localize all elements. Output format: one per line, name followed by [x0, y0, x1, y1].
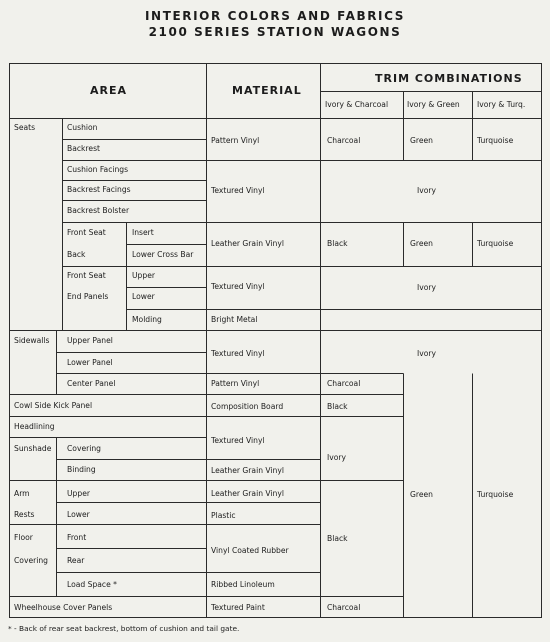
material-pattern-vinyl: Pattern Vinyl: [211, 379, 260, 388]
area-headlining: Headlining: [14, 422, 55, 431]
material-textured-vinyl: Textured Vinyl: [211, 436, 265, 445]
area-backrest: Backrest: [67, 144, 100, 153]
trim-charcoal: Charcoal: [327, 379, 361, 388]
area-lower-panel: Lower Panel: [67, 358, 113, 367]
area-lower: Lower: [132, 292, 155, 301]
material-leather-grain-vinyl: Leather Grain Vinyl: [211, 489, 284, 498]
trim-black: Black: [327, 402, 348, 411]
material-plastic: Plastic: [211, 511, 236, 520]
area-molding: Molding: [132, 315, 162, 324]
trim-ivory: Ivory: [327, 453, 346, 462]
trim-green: Green: [410, 136, 433, 145]
trim-green: Green: [410, 490, 433, 499]
trim-turquoise: Turquoise: [477, 136, 514, 145]
page-subtitle: 2100 SERIES STATION WAGONS: [148, 25, 402, 39]
trim-charcoal: Charcoal: [327, 136, 361, 145]
trim-charcoal: Charcoal: [327, 603, 361, 612]
trim-black: Black: [327, 534, 348, 543]
area-lower-cross-bar: Lower Cross Bar: [132, 250, 194, 259]
area-binding: Binding: [67, 465, 96, 474]
trim-black: Black: [327, 239, 348, 248]
trim-turquoise: Turquoise: [477, 490, 514, 499]
trim-combinations-header: TRIM COMBINATIONS: [375, 72, 523, 85]
area-wheelhouse-cover-panels: Wheelhouse Cover Panels: [14, 603, 113, 612]
area-end-panels: End Panels: [67, 292, 109, 301]
material-ribbed-linoleum: Ribbed Linoleum: [211, 580, 275, 589]
area-insert: Insert: [132, 228, 154, 237]
area-header: AREA: [90, 84, 128, 97]
area-front-seat-2: Front Seat: [67, 271, 106, 280]
footnote: * - Back of rear seat backrest, bottom of cushion and tail gate.: [8, 624, 240, 633]
combo-ivory-charcoal-header: Ivory & Charcoal: [325, 100, 389, 109]
area-front: Front: [67, 533, 87, 542]
area-covering: Covering: [67, 444, 101, 453]
area-cushion-facings: Cushion Facings: [67, 165, 129, 174]
area-backrest-bolster: Backrest Bolster: [67, 206, 130, 215]
trim-green: Green: [410, 239, 433, 248]
material-textured-vinyl: Textured Vinyl: [211, 186, 265, 195]
area-upper: Upper: [132, 271, 155, 280]
area-seats: Seats: [14, 123, 36, 132]
material-bright-metal: Bright Metal: [211, 315, 258, 324]
area-load-space: Load Space *: [67, 580, 117, 589]
area-cushion: Cushion: [67, 123, 98, 132]
area-rests: Rests: [14, 510, 35, 519]
material-header: MATERIAL: [232, 84, 302, 97]
area-floor-covering: Covering: [14, 556, 48, 565]
material-leather-grain-vinyl: Leather Grain Vinyl: [211, 466, 284, 475]
area-front-seat: Front Seat: [67, 228, 106, 237]
material-vinyl-coated-rubber: Vinyl Coated Rubber: [211, 546, 289, 555]
page-title: INTERIOR COLORS AND FABRICS: [144, 9, 405, 23]
trim-ivory: Ivory: [417, 283, 436, 292]
material-pattern-vinyl: Pattern Vinyl: [211, 136, 260, 145]
material-textured-paint: Textured Paint: [211, 603, 265, 612]
area-center-panel: Center Panel: [67, 379, 116, 388]
material-textured-vinyl: Textured Vinyl: [211, 349, 265, 358]
area-sidewalls: Sidewalls: [14, 336, 50, 345]
area-cowl-side-kick-panel: Cowl Side Kick Panel: [14, 401, 93, 410]
area-sunshade: Sunshade: [14, 444, 52, 453]
area-arm: Arm: [14, 489, 30, 498]
area-arm-upper: Upper: [67, 489, 90, 498]
material-textured-vinyl: Textured Vinyl: [211, 282, 265, 291]
area-floor: Floor: [14, 533, 33, 542]
combo-ivory-green-header: Ivory & Green: [407, 100, 460, 109]
combo-ivory-turq-header: Ivory & Turq.: [477, 100, 526, 109]
material-leather-grain-vinyl: Leather Grain Vinyl: [211, 239, 284, 248]
trim-ivory: Ivory: [417, 349, 436, 358]
material-composition-board: Composition Board: [211, 402, 284, 411]
area-upper-panel: Upper Panel: [67, 336, 113, 345]
trim-turquoise: Turquoise: [477, 239, 514, 248]
area-back: Back: [67, 250, 86, 259]
area-rear: Rear: [67, 556, 85, 565]
area-arm-lower: Lower: [67, 510, 90, 519]
area-backrest-facings: Backrest Facings: [67, 185, 131, 194]
trim-ivory: Ivory: [417, 186, 436, 195]
